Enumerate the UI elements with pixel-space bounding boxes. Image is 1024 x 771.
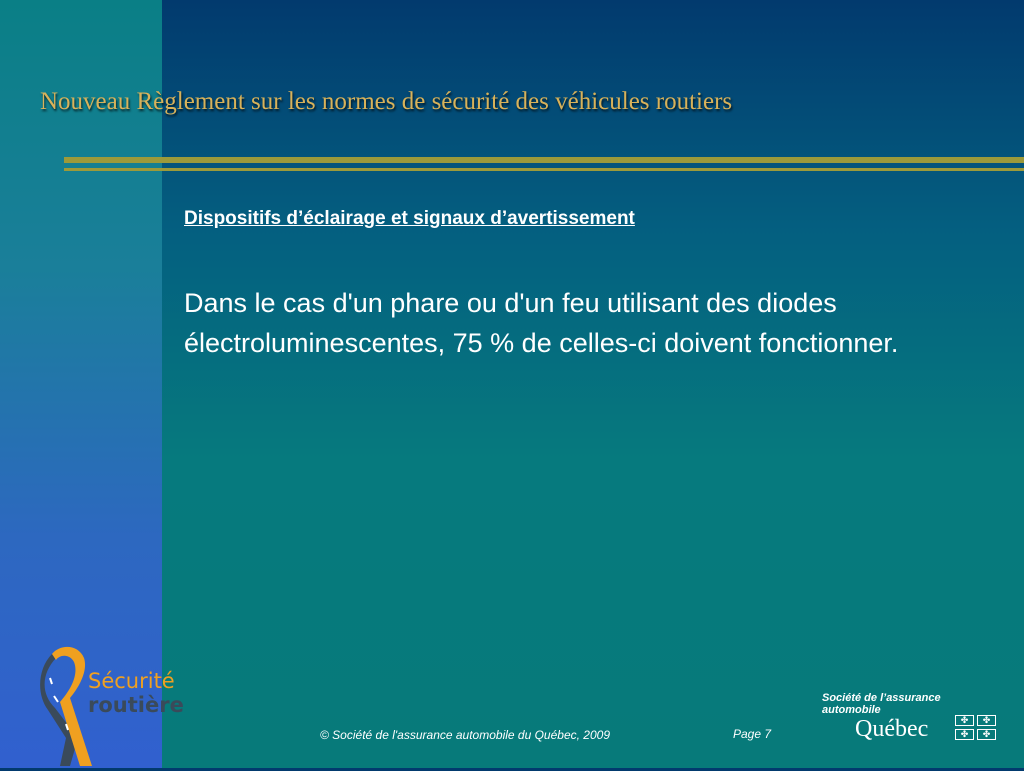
logo-word-securite: Sécurité xyxy=(88,669,175,693)
body-paragraph: Dans le cas d'un phare ou d'un feu utilisant des diodes électroluminescentes, 75 % de celles-ci doivent fonctionner. xyxy=(184,288,899,358)
ribbon-road-icon xyxy=(30,638,220,766)
saaq-quebec-logo xyxy=(818,690,1008,750)
saaq-org-line2: automobile xyxy=(822,704,881,716)
page-number: Page 7 xyxy=(733,727,772,741)
securite-routiere-logo xyxy=(30,638,220,766)
quebec-wordmark: Québec xyxy=(855,716,929,742)
logo-word-routiere: routière xyxy=(88,693,184,717)
footer-copyright: © Société de l'assurance automobile du Québec, 2009 xyxy=(320,728,610,742)
section-heading: Dispositifs d’éclairage et signaux d’avertissement xyxy=(184,208,635,229)
title-divider-thin xyxy=(64,168,1024,171)
saaq-org-name xyxy=(822,692,972,716)
title-divider-thick xyxy=(64,157,1024,163)
slide-title: Nouveau Règlement sur les normes de sécurité des véhicules routiers xyxy=(40,88,733,115)
quebec-flag-icon: ✤ ✤ ✤ ✤ xyxy=(955,715,997,741)
saaq-org-line1: Société de l’assurance xyxy=(822,692,941,704)
